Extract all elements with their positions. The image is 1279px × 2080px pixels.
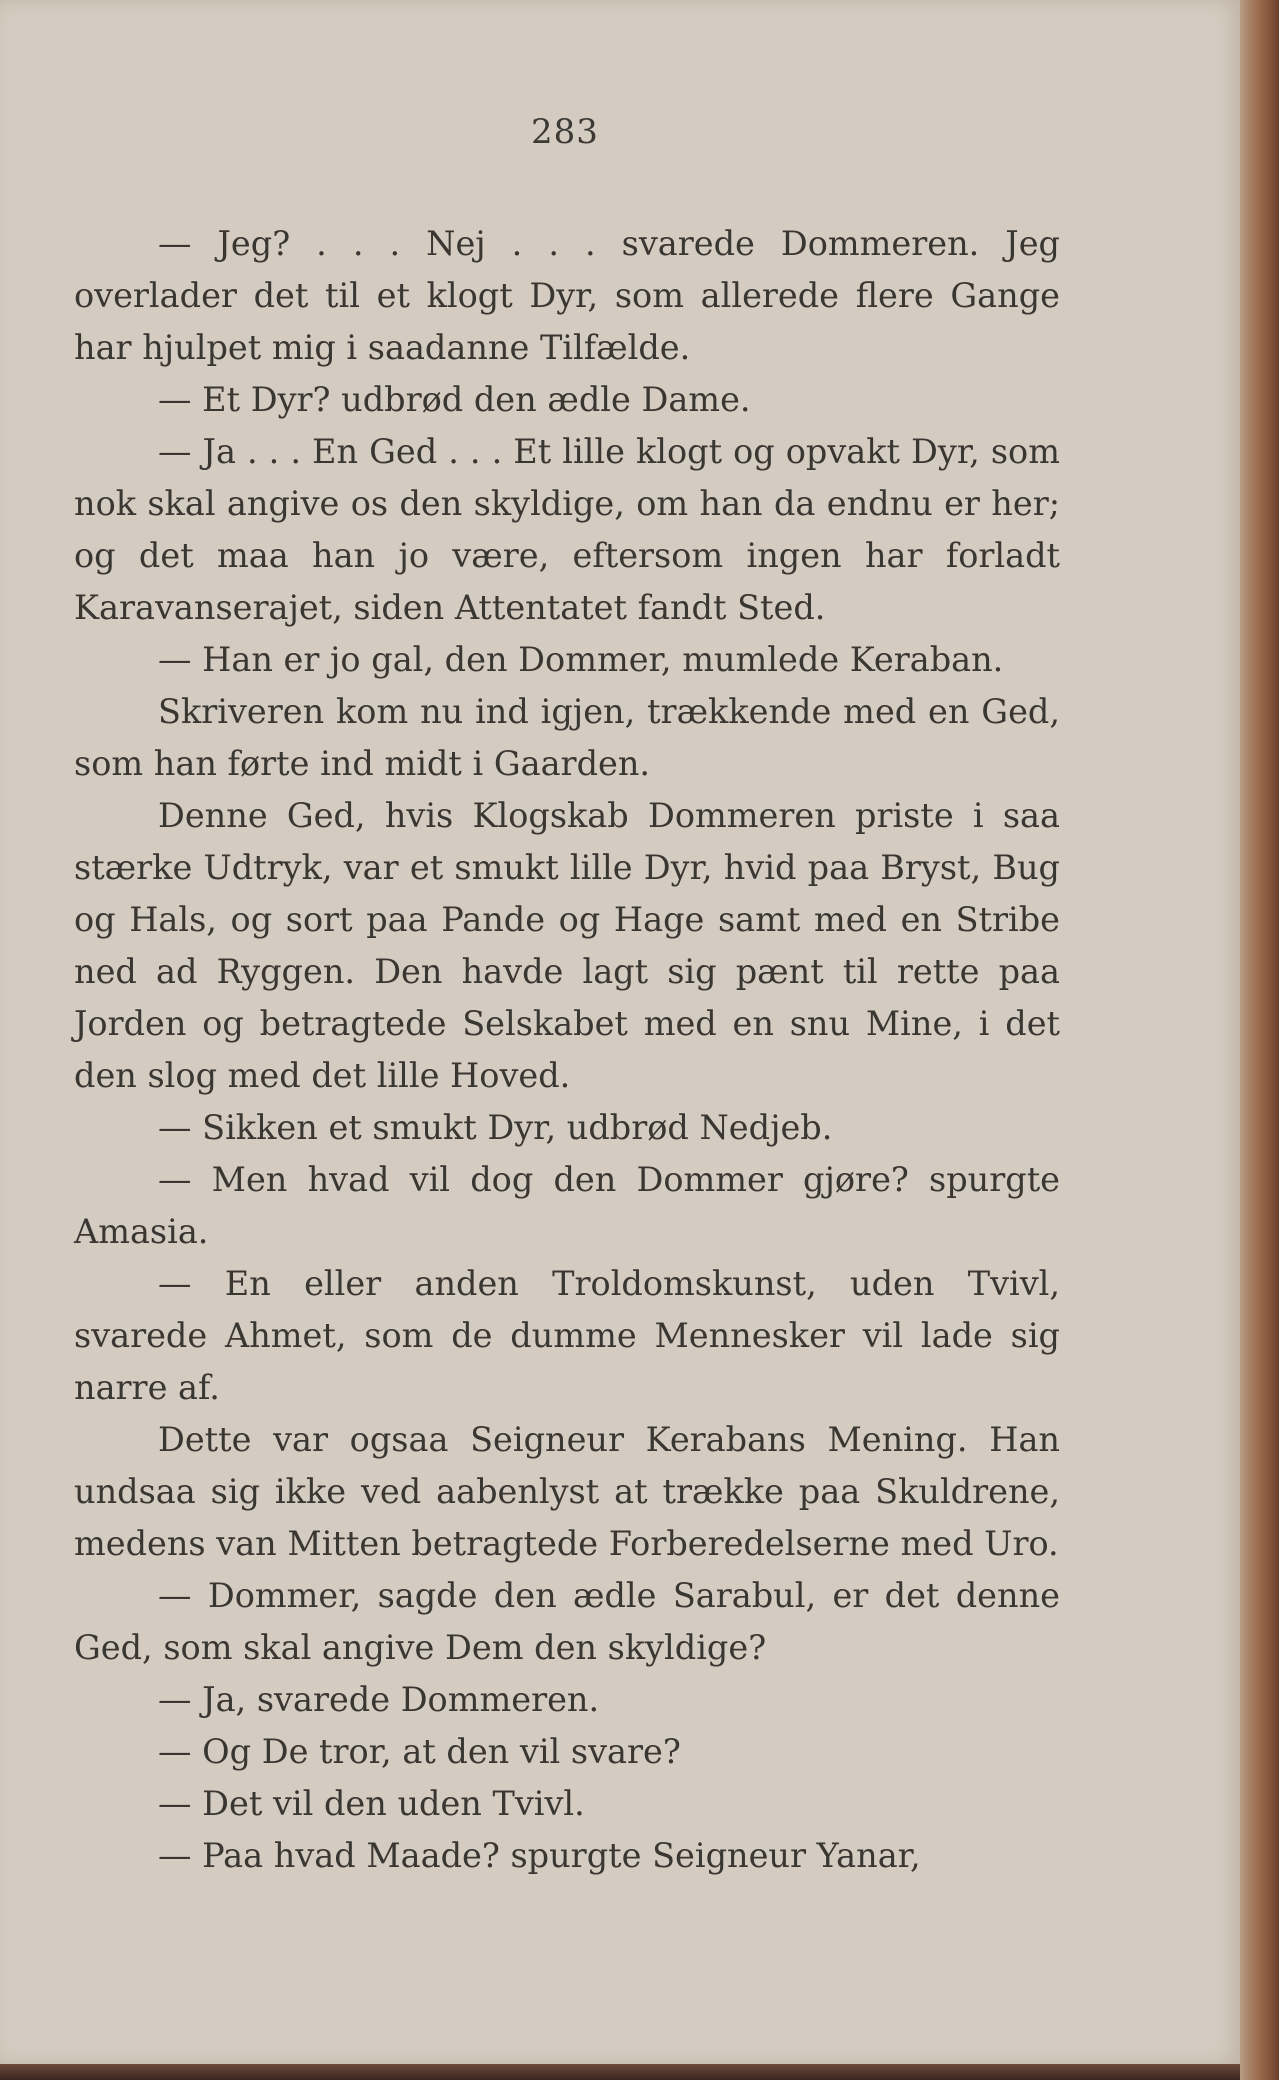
paragraph: Denne Ged, hvis Klogskab Dommeren priste i saa stærke Udtryk, var et smukt lille Dyr, hvid paa Bryst, Bug og Hals, og sort paa Pande og Hage samt med en Stribe ned ad Ryggen. Den havde lagt sig pænt til rette paa Jorden og betragtede Selskabet med en snu Mine, i det den slog med det lille Hoved. <box>74 796 1060 1095</box>
paragraph: — Paa hvad Maade? spurgte Seigneur Yanar, <box>158 1836 921 1875</box>
paragraph: — Dommer, sagde den ædle Sarabul, er det denne Ged, som skal angive Dem den skyldige? <box>74 1576 1060 1667</box>
paragraph: — Men hvad vil dog den Dommer gjøre? spurgte Amasia. <box>74 1160 1060 1251</box>
page-bottom-shadow <box>0 2064 1240 2080</box>
paragraph: Skriveren kom nu ind igjen, trækkende med en Ged, som han førte ind midt i Gaarden. <box>74 692 1060 783</box>
paragraph: Dette var ogsaa Seigneur Kerabans Mening. Han undsaa sig ikke ved aabenlyst at trække paa Skuldrene, medens van Mitten betragtede Forberedelserne med Uro. <box>74 1420 1060 1563</box>
paragraph: — Ja, svarede Dommeren. <box>158 1680 600 1719</box>
page-number: 283 <box>531 112 599 152</box>
paragraph: — Et Dyr? udbrød den ædle Dame. <box>158 380 751 419</box>
paragraph: — Og De tror, at den vil svare? <box>158 1732 681 1771</box>
body-text <box>74 218 1060 1882</box>
paragraph: — Han er jo gal, den Dommer, mumlede Keraban. <box>158 640 1004 679</box>
paragraph: — Jeg? . . . Nej . . . svarede Dommeren. Jeg overlader det til et klogt Dyr, som allerede flere Gange har hjulpet mig i saadanne Tilfælde. <box>74 224 1060 367</box>
book-edge <box>1240 0 1279 2080</box>
paragraph: — Ja . . . En Ged . . . Et lille klogt og opvakt Dyr, som nok skal angive os den skyldige, om han da endnu er her; og det maa han jo være, eftersom ingen har forladt Karavanserajet, siden Attentatet fandt Sted. <box>74 432 1060 627</box>
paragraph: — En eller anden Troldomskunst, uden Tvivl, svarede Ahmet, som de dumme Mennesker vil lade sig narre af. <box>74 1264 1060 1407</box>
paragraph: — Det vil den uden Tvivl. <box>158 1784 585 1823</box>
paragraph: — Sikken et smukt Dyr, udbrød Nedjeb. <box>158 1108 833 1147</box>
